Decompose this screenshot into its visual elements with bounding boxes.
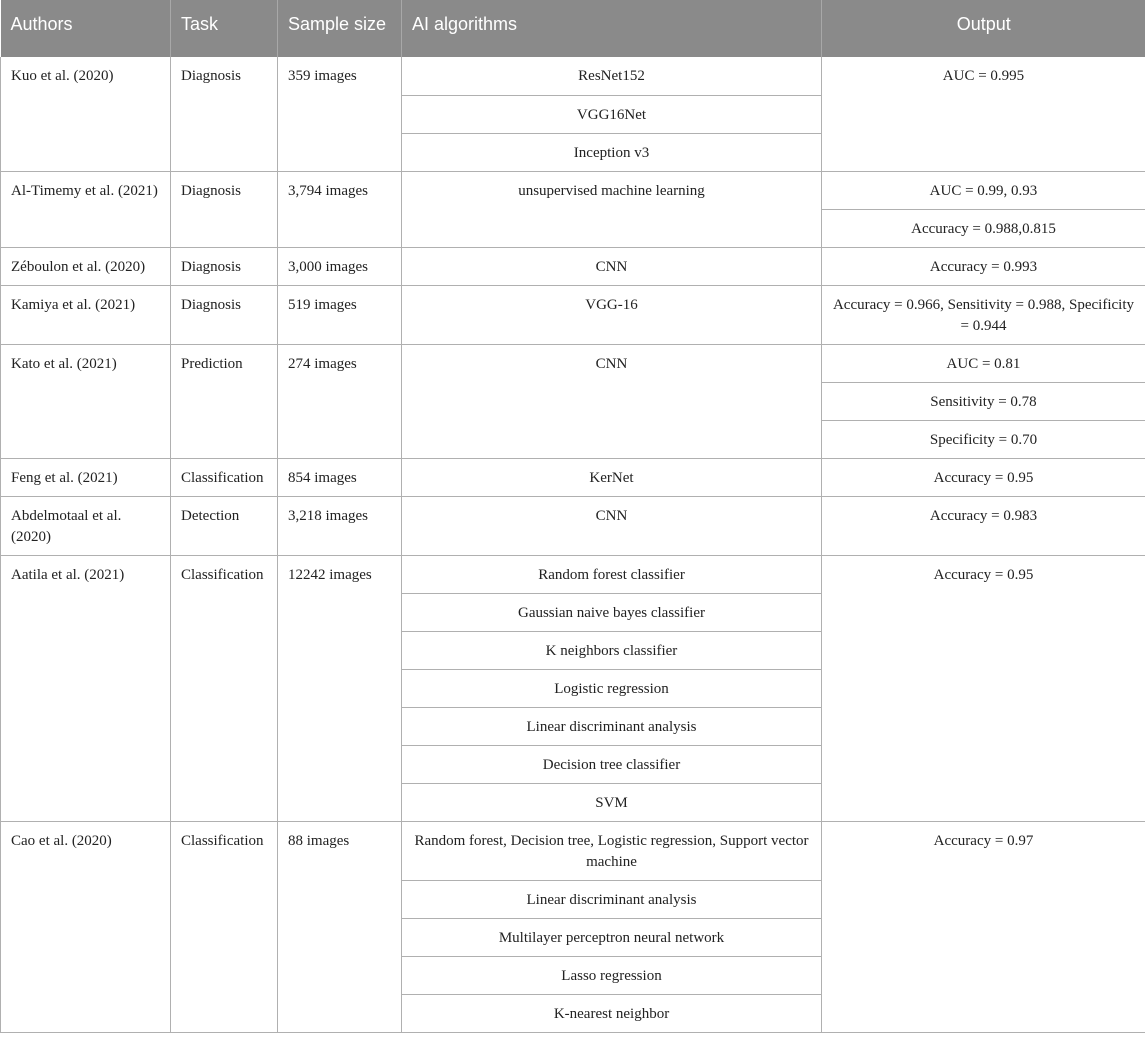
cell-authors: Kamiya et al. (2021) [1, 285, 171, 344]
cell-output: Accuracy = 0.95 [822, 458, 1145, 496]
table-row [1, 344, 1145, 382]
table-row [1, 821, 1145, 880]
cell-algorithm: Linear discriminant analysis [402, 707, 822, 745]
header-row [1, 0, 1145, 57]
cell-algorithm: Logistic regression [402, 669, 822, 707]
table-row [1, 285, 1145, 344]
cell-authors: Feng et al. (2021) [1, 458, 171, 496]
cell-algorithm: Random forest, Decision tree, Logistic regression, Support vector machine [402, 821, 822, 880]
cell-output: Accuracy = 0.95 [822, 555, 1145, 821]
cell-task: Classification [171, 555, 278, 821]
table-row [1, 496, 1145, 555]
cell-sample-size: 359 images [278, 57, 402, 171]
cell-algorithm: KerNet [402, 458, 822, 496]
cell-authors: Aatila et al. (2021) [1, 555, 171, 821]
cell-output: Accuracy = 0.97 [822, 821, 1145, 1032]
cell-authors: Cao et al. (2020) [1, 821, 171, 1032]
cell-task: Classification [171, 821, 278, 1032]
cell-algorithm: VGG16Net [402, 95, 822, 133]
cell-output: Specificity = 0.70 [822, 420, 1145, 458]
cell-authors: Al-Timemy et al. (2021) [1, 171, 171, 247]
cell-task: Diagnosis [171, 247, 278, 285]
cell-sample-size: 3,794 images [278, 171, 402, 247]
cell-sample-size: 3,218 images [278, 496, 402, 555]
cell-authors: Abdelmotaal et al. (2020) [1, 496, 171, 555]
table-row [1, 247, 1145, 285]
cell-output: Accuracy = 0.983 [822, 496, 1145, 555]
table-row [1, 57, 1145, 95]
cell-output: Accuracy = 0.993 [822, 247, 1145, 285]
cell-sample-size: 854 images [278, 458, 402, 496]
header-sample-size: Sample size [278, 0, 402, 57]
cell-sample-size: 274 images [278, 344, 402, 458]
cell-task: Prediction [171, 344, 278, 458]
cell-algorithm: unsupervised machine learning [402, 171, 822, 247]
table-header [1, 0, 1145, 57]
cell-algorithm: ResNet152 [402, 57, 822, 95]
cell-output: AUC = 0.995 [822, 57, 1145, 171]
cell-sample-size: 88 images [278, 821, 402, 1032]
cell-algorithm: K-nearest neighbor [402, 994, 822, 1032]
cell-algorithm: Linear discriminant analysis [402, 880, 822, 918]
cell-output: AUC = 0.81 [822, 344, 1145, 382]
cell-task: Classification [171, 458, 278, 496]
cell-authors: Kuo et al. (2020) [1, 57, 171, 171]
cell-output: Accuracy = 0.988,0.815 [822, 209, 1145, 247]
cell-task: Diagnosis [171, 57, 278, 171]
header-task: Task [171, 0, 278, 57]
cell-task: Detection [171, 496, 278, 555]
cell-algorithm: VGG-16 [402, 285, 822, 344]
table-row [1, 171, 1145, 209]
table-row [1, 555, 1145, 593]
cell-task: Diagnosis [171, 285, 278, 344]
table-body [1, 57, 1145, 1032]
header-authors: Authors [1, 0, 171, 57]
table-row [1, 458, 1145, 496]
cell-sample-size: 519 images [278, 285, 402, 344]
header-ai-algorithms: AI algorithms [402, 0, 822, 57]
cell-algorithm: Random forest classifier [402, 555, 822, 593]
cell-algorithm: CNN [402, 344, 822, 458]
cell-algorithm: Lasso regression [402, 956, 822, 994]
cell-algorithm: Inception v3 [402, 133, 822, 171]
cell-output: Sensitivity = 0.78 [822, 382, 1145, 420]
cell-algorithm: Gaussian naive bayes classifier [402, 593, 822, 631]
cell-algorithm: SVM [402, 783, 822, 821]
cell-output: AUC = 0.99, 0.93 [822, 171, 1145, 209]
cell-algorithm: CNN [402, 496, 822, 555]
cell-algorithm: K neighbors classifier [402, 631, 822, 669]
cell-algorithm: Decision tree classifier [402, 745, 822, 783]
cell-sample-size: 12242 images [278, 555, 402, 821]
header-output: Output [822, 0, 1145, 57]
cell-algorithm: CNN [402, 247, 822, 285]
cell-task: Diagnosis [171, 171, 278, 247]
cell-authors: Kato et al. (2021) [1, 344, 171, 458]
cell-sample-size: 3,000 images [278, 247, 402, 285]
cell-output: Accuracy = 0.966, Sensitivity = 0.988, Specificity = 0.944 [822, 285, 1145, 344]
cell-algorithm: Multilayer perceptron neural network [402, 918, 822, 956]
cell-authors: Zéboulon et al. (2020) [1, 247, 171, 285]
